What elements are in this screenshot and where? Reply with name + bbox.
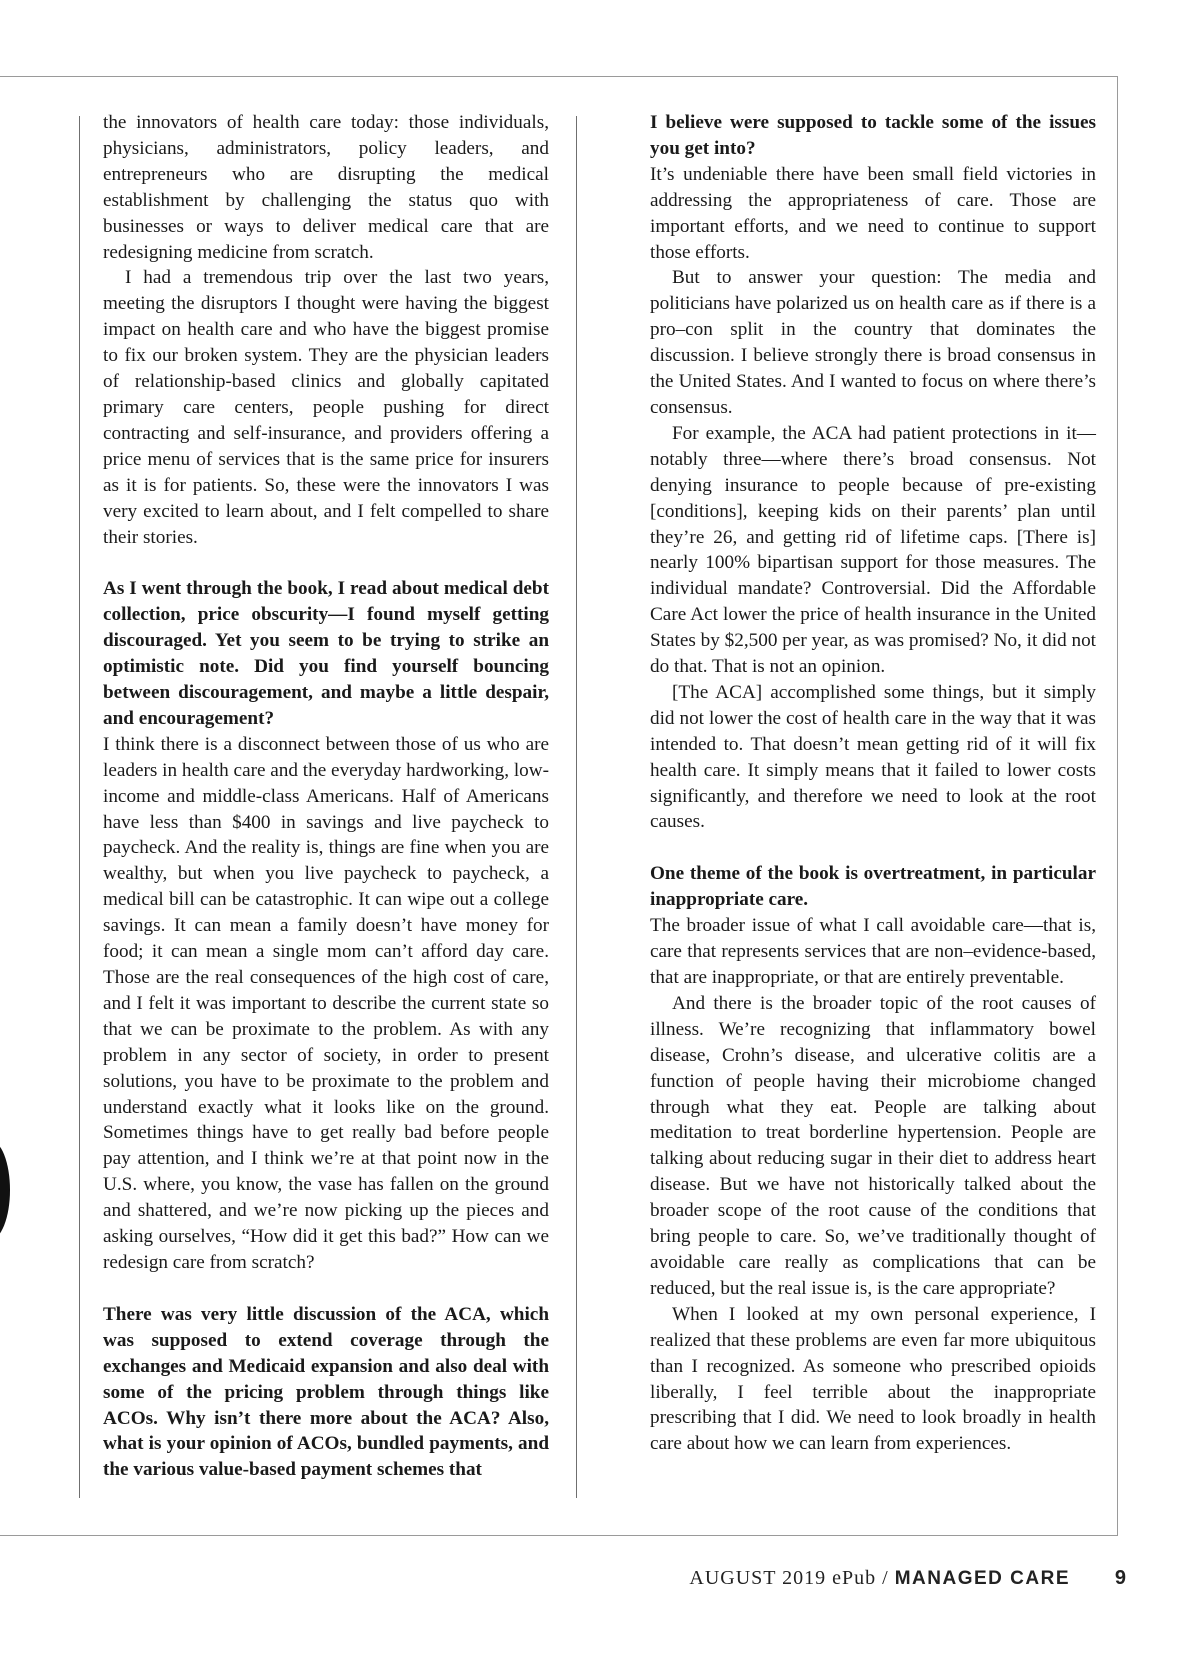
interview-answer: It’s undeniable there have been small field victories in addressing the appropriateness of care. Those are important efforts, and we need to continue to support those efforts. <box>650 163 1096 263</box>
interview-answer: The broader issue of what I call avoidable care—that is, care that represents services that are non–evidence-based, that are inappropriate, or that are entirely preventable. <box>650 915 1096 988</box>
interview-question: One theme of the book is overtreatment, in particular inappropriate care. <box>650 863 1096 911</box>
magazine-name: MANAGED CARE <box>894 1568 1070 1589</box>
article-column-right <box>650 110 1096 1457</box>
paragraph: For example, the ACA had patient protections in it—notably three—where there’s broad consensus. Not denying insurance to people because of pre-existing [conditions], keeping kids on their parents’ plan until they’re 26, and getting rid of lifetime caps. [There is] nearly 100% bipartisan support for those measures. The individual mandate? Controversial. Did the Affordable Care Act lower the price of health insurance in the United States by $2,500 per year, as was promised? No, it did not do that. That is not an opinion. <box>650 422 1096 678</box>
article-column-left <box>103 110 549 1483</box>
interview-answer: I think there is a disconnect between those of us who are leaders in health care and the everyday hardworking, low-income and middle-class Americans. Half of Americans have less than $400 in savings and live paycheck to paycheck. And the reality is, things are fine when you are wealthy, but when you live paycheck to paycheck, a medical bill can be catastrophic. It can wipe out a college savings. It can mean a family doesn’t have money for food; it can mean a single mom can’t afford day care. Those are the real consequences of the high cost of care, and I felt it was important to describe the current state so that we can be proximate to the problem. As with any problem in any sector of society, in order to present solutions, you have to be proximate to the problem and understand exactly what it looks like on the ground. Sometimes things have to get really bad before people pay attention, and I think we’re at that point now in the U.S. where, you know, the vase has fallen on the ground and shattered, and we’re now picking up the pieces and asking ourselves, “How did it get this bad?” How can we redesign care from scratch? <box>103 733 549 1273</box>
interview-question: I believe were supposed to tackle some of the issues you get into? <box>650 112 1096 159</box>
issue-line <box>689 1567 1070 1590</box>
paragraph: I had a tremendous trip over the last two years, meeting the disruptors I thought were having the biggest impact on health care and who have the biggest promise to fix our broken system. They are the physician leaders of relationship-based clinics and globally capitated primary care centers, people pushing for direct contracting and self-insurance, and providers offering a price menu of services that is the same price for insurers as it is for patients. So, these were the innovators I was very excited to learn about, and I felt compelled to share their stories. <box>103 267 549 548</box>
column-rule-middle <box>576 116 577 1498</box>
interview-question: As I went through the book, I read about medical debt collection, price obscurity—I found myself getting discouraged. Yet you seem to be trying to strike an optimistic note. Did you find yourself bouncing between discouragement, and maybe a little despair, and encouragement? <box>103 578 549 729</box>
paragraph: But to answer your question: The media and politicians have polarized us on health care as if there is a pro–con split in the country that dominates the discussion. I believe strongly there is broad consensus in the United States. And I wanted to focus on where there’s consensus. <box>650 267 1096 418</box>
page-footer <box>0 1567 1200 1597</box>
paragraph: And there is the broader topic of the root causes of illness. We’re recognizing that inflammatory bowel disease, Crohn’s disease, and ulcerative colitis are a function of people having their microbiome changed through what they eat. People are talking about meditation to treat borderline hypertension. People are talking about reducing sugar in their diet to address heart disease. But we have not historically talked about the broader scope of the root cause of the conditions that bring people to care. So, we’ve traditionally thought of avoidable care really as complications that can be reduced, but the real issue is, is the care appropriate? <box>650 992 1096 1299</box>
paragraph: [The ACA] accomplished some things, but it simply did not lower the cost of health care in the way that it was intended to. That doesn’t mean getting rid of it will fix health care. It simply means that it failed to lower costs significantly, and therefore we need to look at the root causes. <box>650 681 1096 833</box>
paragraph: the innovators of health care today: those individuals, physicians, administrators, policy leaders, and entrepreneurs who are disrupting the medical establishment by challenging the status quo with businesses or ways to deliver medical care that are redesigning medicine from scratch. <box>103 112 549 263</box>
column-rule-left <box>79 116 80 1498</box>
issue-date: AUGUST 2019 ePub / <box>689 1567 895 1589</box>
paragraph: When I looked at my own personal experience, I realized that these problems are even far more ubiquitous than I recognized. As someone who prescribed opioids liberally, I feel terrible about the inappropriate prescribing that I did. We need to look broadly in health care about how we can learn from experiences. <box>650 1303 1096 1455</box>
page-number: 9 <box>1114 1567 1126 1589</box>
interview-question: There was very little discussion of the ACA, which was supposed to extend coverage through the exchanges and Medicaid expansion and also deal with some of the pricing problem through things like ACOs. Why isn’t there more about the ACA? Also, what is your opinion of ACOs, bundled payments, and the various value-based payment schemes that <box>103 1303 549 1481</box>
